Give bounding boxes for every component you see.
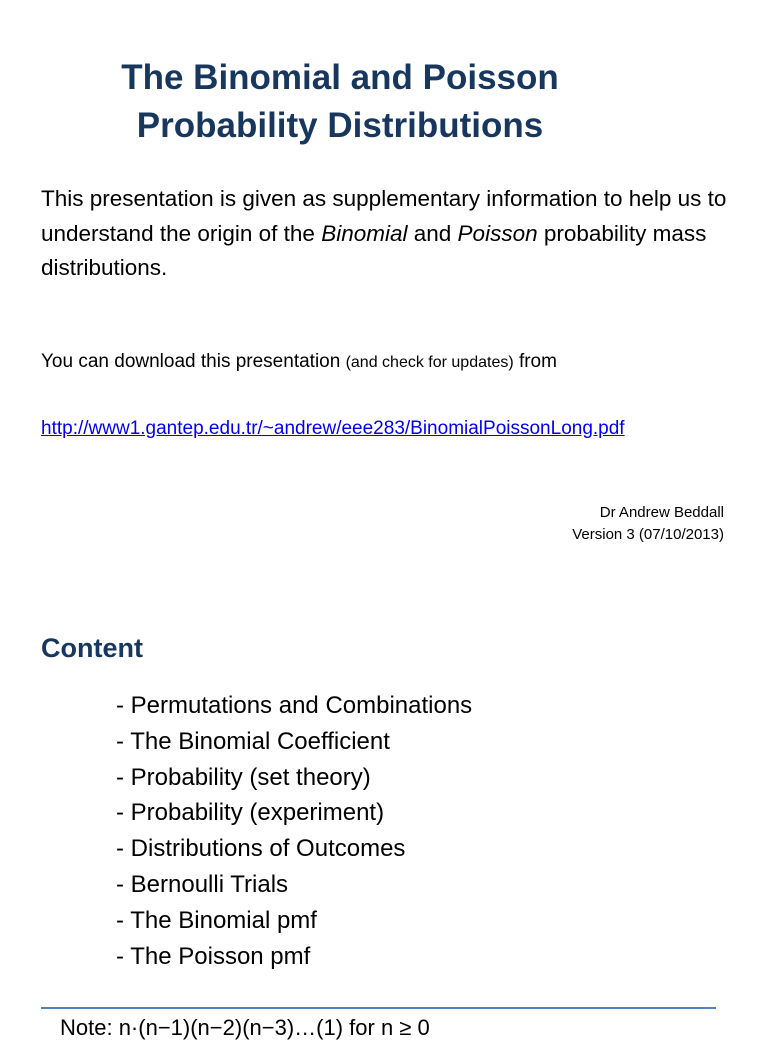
- author-version: Version 3 (07/10/2013): [572, 526, 724, 543]
- page-title: [80, 54, 600, 150]
- download-lead: You can download this presentation: [41, 351, 346, 372]
- divider: [41, 1007, 716, 1009]
- download-line: [41, 349, 557, 376]
- content-item: - The Binomial Coefficient: [116, 727, 390, 755]
- download-link[interactable]: http://www1.gantep.edu.tr/~andrew/eee283/BinomialPoissonLong.pdf: [41, 418, 625, 439]
- content-heading: Content: [41, 633, 143, 663]
- intro-text-1: This presentation is given as supplementary information to help us to understand the origin of the: [41, 186, 727, 246]
- content-item: - Bernoulli Trials: [116, 870, 289, 898]
- content-item: - Probability (set theory): [116, 763, 371, 791]
- content-item: - Permutations and Combinations: [116, 692, 473, 719]
- footer-note: Note: n·(n−1)(n−2)(n−3)…(1) for n ≥ 0: [60, 1015, 430, 1040]
- title-line-2: Probability Distributions: [136, 106, 544, 145]
- intro-text-2: probability mass distributions.: [41, 220, 707, 280]
- intro-poisson: Poisson: [457, 220, 538, 246]
- author-name: Dr Andrew Beddall: [599, 504, 724, 521]
- intro-and: and: [407, 220, 458, 246]
- content-item: - Distributions of Outcomes: [116, 835, 406, 863]
- intro-binomial: Binomial: [321, 220, 408, 246]
- content-list: [116, 688, 472, 974]
- content-item: - The Binomial pmf: [116, 906, 317, 934]
- author-block: [572, 502, 724, 546]
- download-tail: from: [513, 351, 557, 372]
- intro-paragraph: [41, 182, 741, 286]
- content-item: - Probability (experiment): [116, 799, 385, 827]
- title-line-1: The Binomial and Poisson: [121, 58, 559, 97]
- content-item: - The Poisson pmf: [116, 942, 311, 970]
- download-aside: (and check for updates): [345, 354, 514, 371]
